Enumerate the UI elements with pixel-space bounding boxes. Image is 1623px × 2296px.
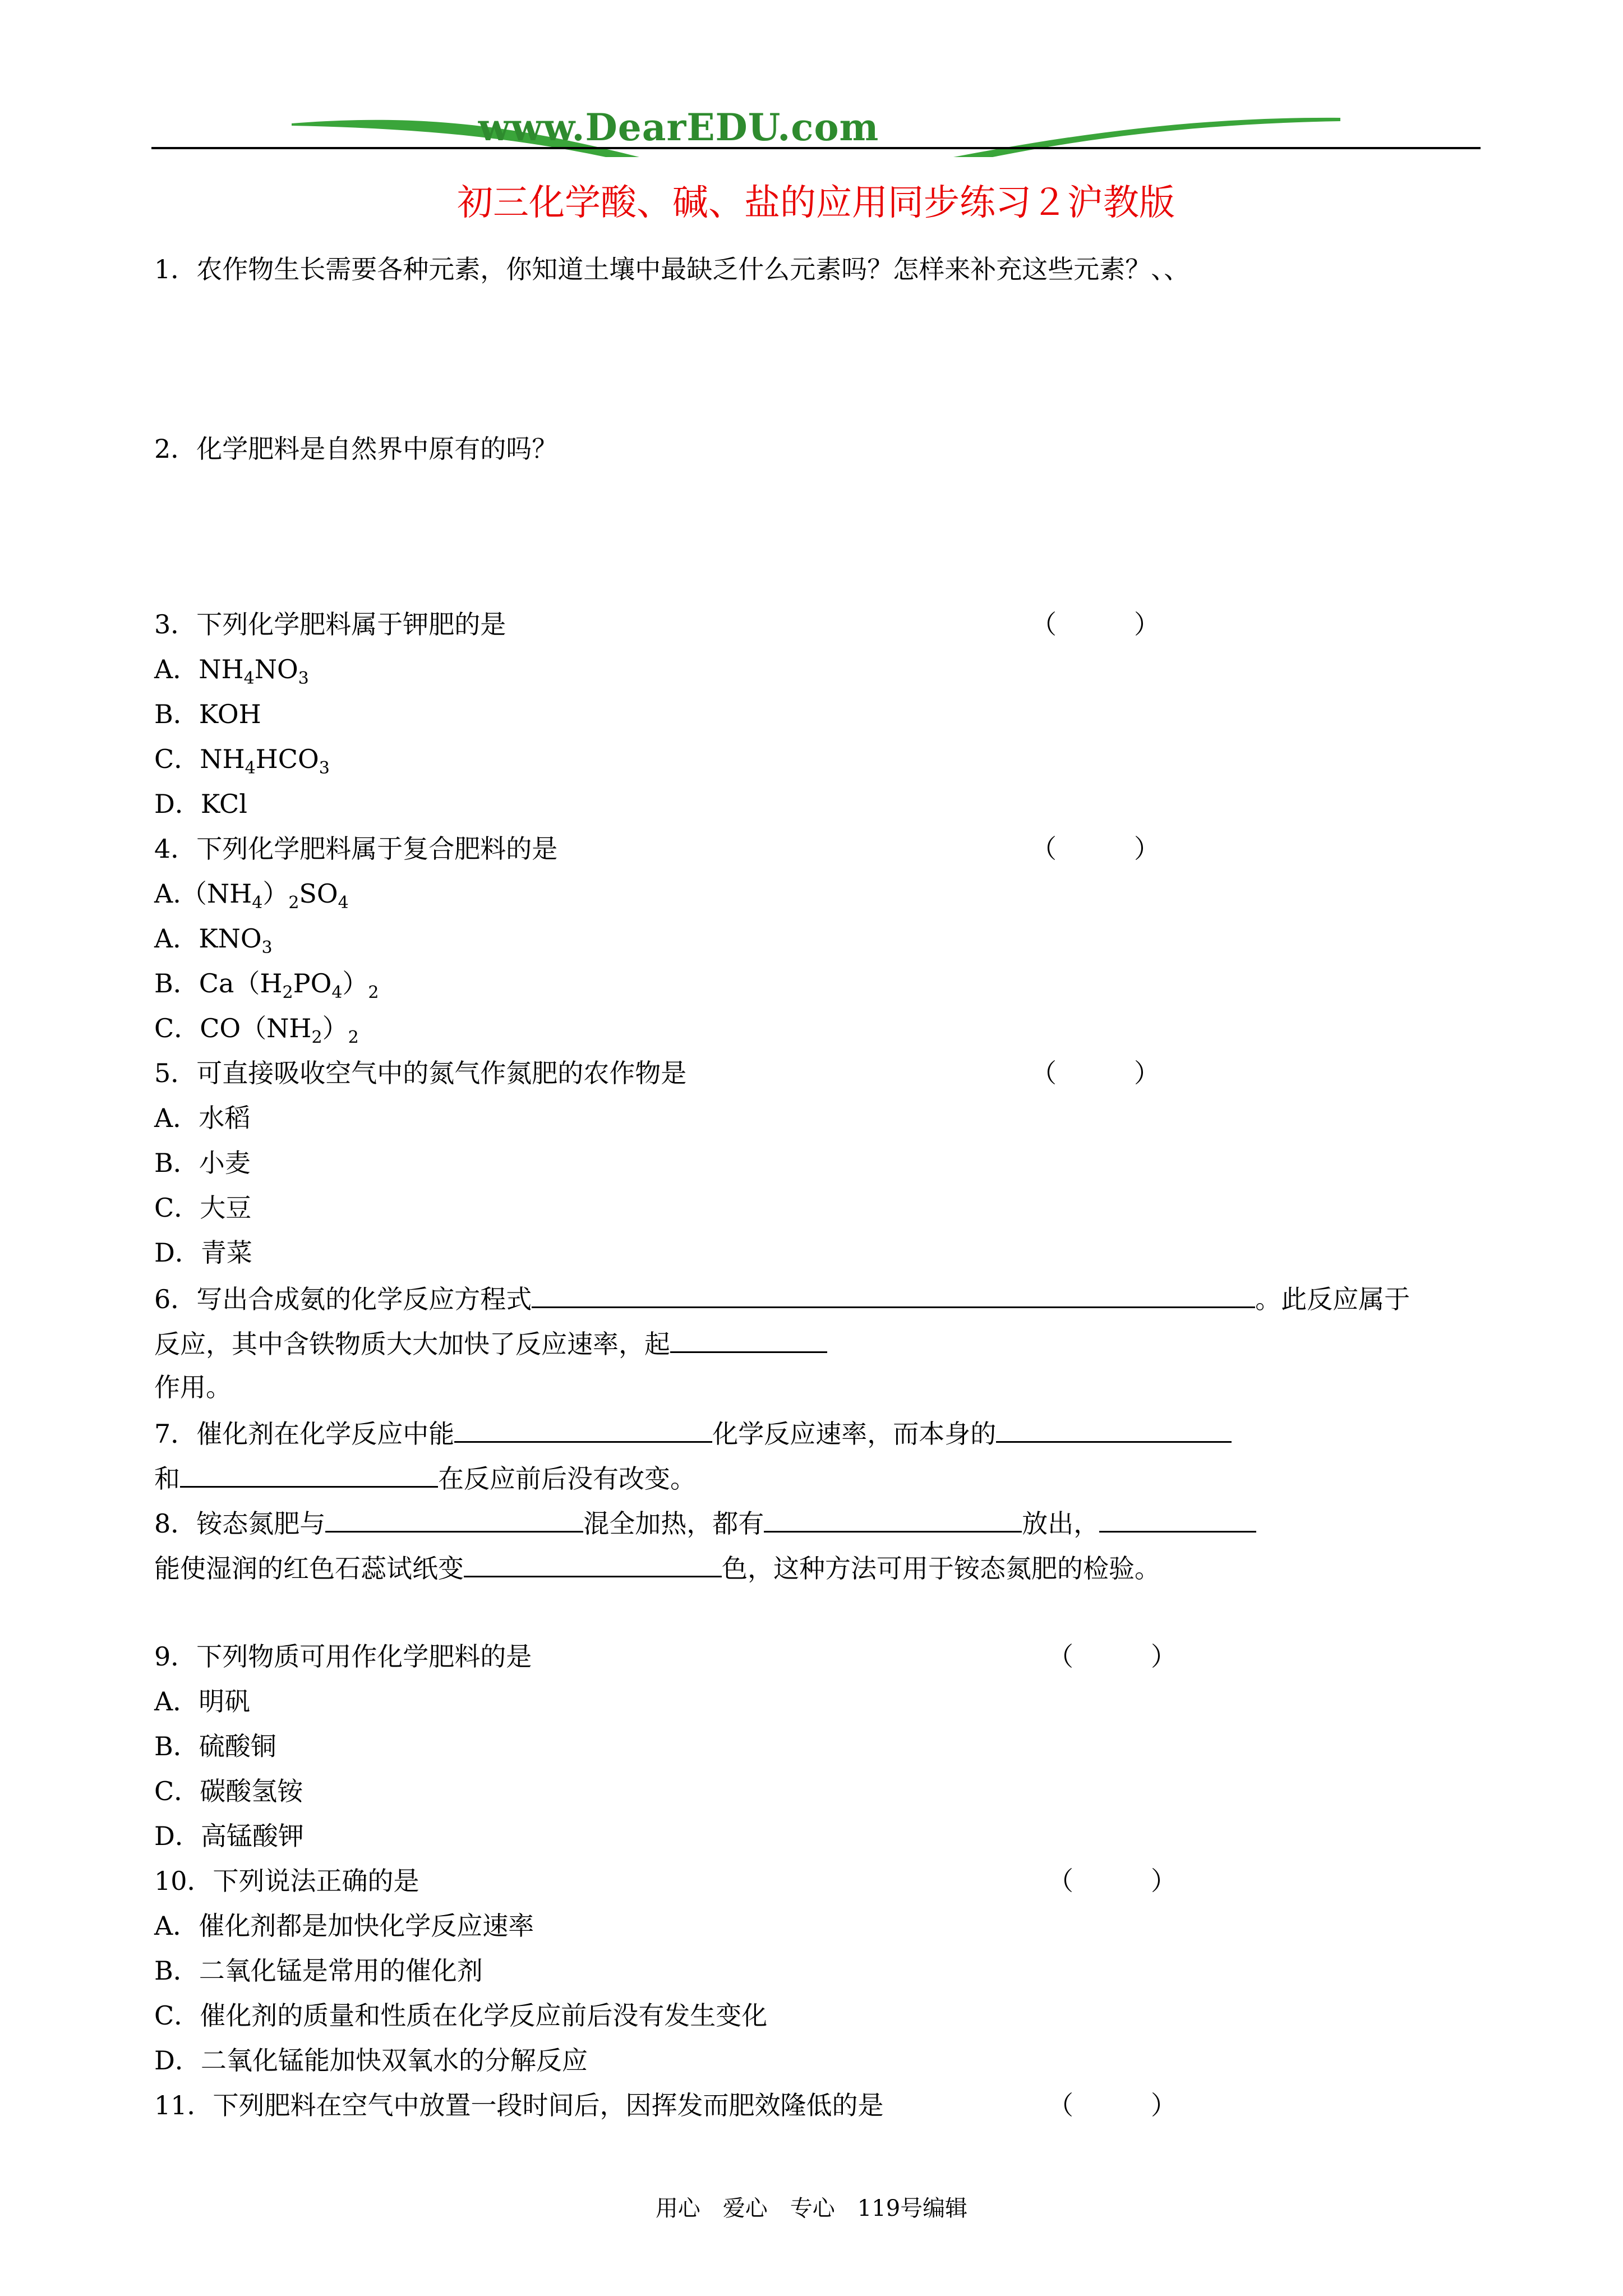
question-4-stem: 4．下列化学肥料属于复合肥料的是 [154,834,558,864]
question-10-option-b: B．二氧化锰是常用的催化剂 [154,1955,483,1986]
question-3-option-a: A．$NH_4NO_3$ [154,654,309,689]
question-2: 2．化学肥料是自然界中原有的吗？ [154,434,558,464]
question-6-line-1: 6．写出合成氨的化学反应方程式 。此反应属于 [154,1282,1410,1315]
question-9-option-b: B．硫酸铜 [154,1731,276,1761]
question-3-option-d: D．KCl [154,789,247,819]
question-1: 1．农作物生长需要各种元素，你知道土壤中最缺乏什么元素吗？怎样来补充这些元素？、、 [154,254,1190,284]
answer-paren: （ ） [1031,834,1160,864]
logo-text: www.DearEDU.com [478,105,879,149]
answer-paren: （ ） [1048,1866,1177,1896]
blank[interactable] [464,1551,722,1577]
question-9-option-a: A．明矾 [154,1686,251,1717]
question-5-option-b: B．小麦 [154,1148,251,1178]
question-3-option-c: C．$NH_4HCO_3$ [154,744,330,779]
question-10-stem: 10．下列说法正确的是 [154,1866,419,1896]
blank[interactable] [532,1282,1255,1308]
question-3-stem: 3．下列化学肥料属于钾肥的是 [154,609,506,639]
question-5-option-c: C．大豆 [154,1193,252,1223]
question-4-option-a2: A．$KNO_3$ [154,923,273,958]
blank[interactable] [1099,1506,1256,1533]
answer-paren: （ ） [1048,1641,1177,1672]
question-7-line-1: 7．催化剂在化学反应中能 化学反应速率，而本身的 [154,1416,1232,1450]
question-9-stem: 9．下列物质可用作化学肥料的是 [154,1641,532,1672]
question-10-option-a: A．催化剂都是加快化学反应速率 [154,1911,534,1941]
header-divider [151,147,1481,149]
question-9-option-d: D．高锰酸钾 [154,1821,304,1851]
blank[interactable] [325,1506,583,1533]
answer-paren: （ ） [1031,609,1160,639]
answer-paren: （ ） [1048,2090,1177,2120]
question-6-line-2: 反应，其中含铁物质大大加快了反应速率，起 [154,1327,827,1360]
question-5-option-d: D．青菜 [154,1237,252,1268]
question-10-option-d: D．二氧化锰能加快双氧水的分解反应 [154,2045,588,2076]
question-8-line-1: 8．铵态氮肥与 混全加热，都有 放出， [154,1506,1256,1539]
question-8-line-2: 能使湿润的红色石蕊试纸变 色，这种方法可用于铵态氮肥的检验。 [154,1551,1160,1584]
blank[interactable] [764,1506,1022,1533]
blank[interactable] [180,1461,438,1488]
question-4-option-c: C．$CO(NH_2)_2$ [154,1013,359,1048]
question-10-option-c: C．催化剂的质量和性质在化学反应前后没有发生变化 [154,2000,768,2031]
page-footer: 用心 爱心 专心 119号编辑 [655,2196,968,2221]
question-5-option-a: A．水稻 [154,1103,251,1133]
blank[interactable] [996,1416,1232,1443]
question-4-option-a: $A.(NH_4)_2SO_4$ [154,878,349,913]
blank[interactable] [454,1416,712,1443]
blank[interactable] [670,1327,827,1353]
question-11-stem: 11．下列肥料在空气中放置一段时间后，因挥发而肥效隆低的是 [154,2090,884,2120]
question-6-line-3: 作用。 [154,1372,232,1402]
question-3-option-b: B．KOH [154,699,261,729]
answer-paren: （ ） [1031,1058,1160,1088]
question-7-line-2: 和 在反应前后没有改变。 [154,1461,696,1494]
question-9-option-c: C．碳酸氢铵 [154,1776,303,1806]
question-5-stem: 5．可直接吸收空气中的氮气作氮肥的农作物是 [154,1058,687,1088]
question-4-option-b: B．$Ca(H_2PO_4)_2$ [154,968,379,1003]
page-title: 初三化学酸、碱、盐的应用同步练习２沪教版 [457,182,1175,224]
